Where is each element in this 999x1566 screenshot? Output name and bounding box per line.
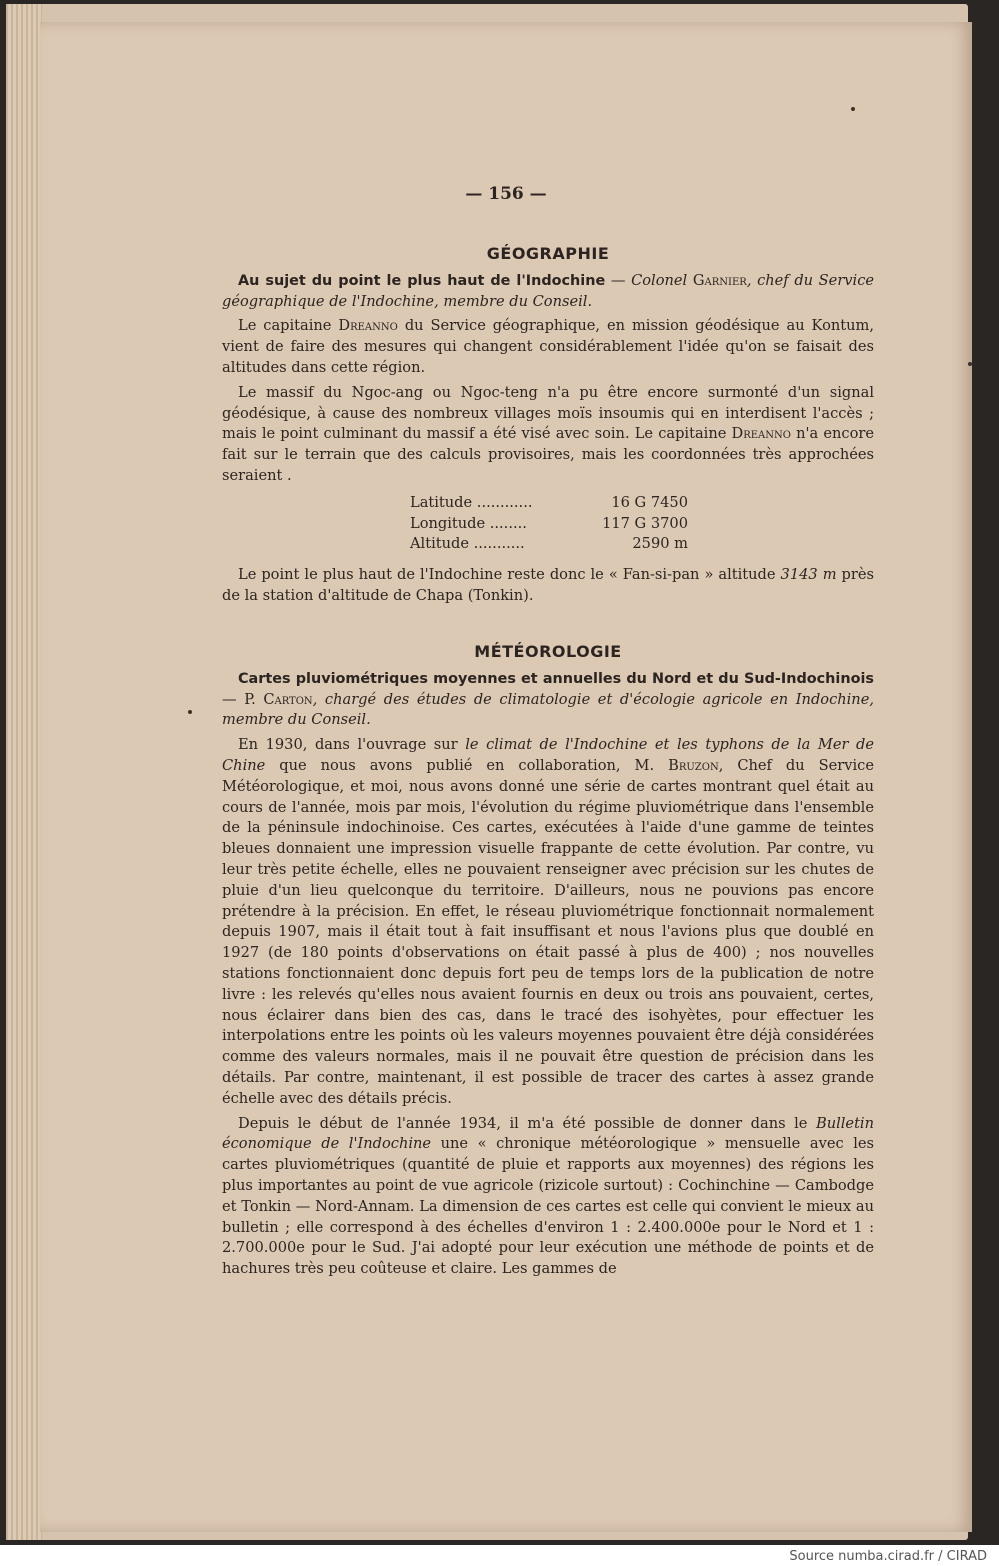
coordinate-value: 117 G 3700 [602, 514, 688, 532]
coordinate-row [410, 493, 688, 514]
text-run: Depuis le début de l'année 1934, il m'a été possible de donner dans le [238, 1114, 816, 1132]
paragraph [222, 735, 874, 1109]
paragraph [222, 1114, 874, 1280]
geography-section [222, 244, 874, 607]
person-name: Dreanno [338, 317, 398, 335]
text-run: , Chef du Service Météorologique, et moi, nous avons donné une série de cartes montrant quel était au cours de l'année, mois par mois, l'évolution du régime pluviométrique dans l'ensemble de la péninsule indochinoise. Ces cartes, exécutées à l'aide d'une gamme de teintes bleues donnaient une impression visuelle frappante de cette évolution. Par contre, vu leur très petite échelle, elles ne pouvaient renseigner avec précision sur les chutes de pluie d'un lieu quelconque du territoire. D'ailleurs, nous ne pouvions pas encore prétendre à la précision. En effet, le réseau pluviométrique fonctionnait normalement depuis 1907, mais il était tout à fait insuffisant et nous l'avions plus que doublé en 1927 (de 180 points d'observations on était passé à plus de 400) ; nos nouvelles stations fonctionnaient donc depuis fort peu de temps lors de la publication de notre livre : les relevés qu'elles nous avaient fournis en deux ou trois ans pouvaient, certes, nous éclairer dans bien des cas, dans le tracé des isohyètes, pour effectuer les interpolations entre les points où les valeurs moyennes pouvaient être déjà considérées comme des valeurs normales, mais il ne pouvait être question de précision dans les détails. Par contre, maintenant, il est possible de tracer des cartes à assez grande échelle avec des détails précis. [222, 756, 874, 1107]
book-page-stack [6, 4, 968, 1540]
person-name: Bruzon [668, 756, 719, 774]
coordinate-row [410, 514, 688, 535]
author-separator: — [605, 271, 632, 289]
speck-mark [851, 107, 855, 111]
author-role: , chef du Service géographique de l'Indochine, membre du Conseil. [222, 271, 875, 310]
text-run: du Service géographique, en mission géodésique au Kontum, vient de faire des mesures qui changent considérablement l'idée qu'on se faisait des altitudes dans cette région. [222, 317, 874, 376]
meteorology-section [222, 642, 874, 1280]
coordinate-value: 2590 m [632, 535, 688, 553]
book-title: le climat de l'Indochine et les typhons de la Mer de Chine [222, 736, 874, 774]
coordinate-row [410, 534, 688, 555]
paragraph [222, 316, 874, 378]
article-title-text: Cartes pluviométriques moyennes et annuelles du Nord et du Sud-Indochinois [238, 670, 874, 687]
text-run: En 1930, dans l'ouvrage sur [238, 736, 466, 754]
text-run: Le capitaine [238, 317, 339, 335]
article-title-text: Au sujet du point le plus haut de l'Indochine [238, 272, 606, 289]
author-separator: — [222, 690, 245, 708]
coordinate-value: 16 G 7450 [611, 493, 688, 511]
journal-title: Bulletin économique de l'Indochine [222, 1114, 874, 1153]
geography-heading: GÉOGRAPHIE [486, 244, 610, 263]
coordinate-label: Latitude ............ [410, 493, 533, 511]
author-intro: P. [244, 690, 264, 708]
coordinate-label: Altitude ........... [410, 535, 525, 553]
speck-mark [188, 710, 192, 714]
coordinates-table [410, 493, 688, 555]
paragraph [222, 565, 874, 607]
author-intro: Colonel [631, 271, 693, 289]
meteorology-heading: MÉTÉOROLOGIE [474, 642, 622, 661]
text-run: une « chronique météorologique » mensuelle avec les cartes pluviométriques (quantité de pluie et rapports aux moyennes) des régions les plus importantes au point de vue agricole (rizicole surtout) : Cochinchine — Cambodge et Tonkin — Nord-Annam. La dimension de ces cartes est celle qui convient le mieux au bulletin ; elle correspond à des échelles d'environ 1 : 2.400.000e pour le Nord et 1 : 2.700.000e pour le Sud. J'ai adopté pour leur exécution une méthode de points et de hachures très peu coûteuse et claire. Les gammes de [222, 1135, 875, 1278]
book-page [40, 22, 972, 1532]
text-run: n'a encore fait sur le terrain que des calculs provisoires, mais les coordonnées très approchées seraient . [222, 425, 874, 484]
text-run: que nous avons publié en collaboration, M. [265, 756, 669, 774]
coordinate-label: Longitude ........ [410, 514, 527, 532]
page-number: — 156 — [465, 184, 547, 204]
text-run: près de la station d'altitude de Chapa (Tonkin). [222, 566, 874, 604]
paragraph [222, 383, 874, 487]
person-name: Dreanno [731, 425, 791, 443]
author-role: , chargé des études de climatologie et d'écologie agricole en Indochine, membre du Conseil. [222, 690, 874, 729]
author-name: Garnier [692, 271, 747, 289]
geography-article-title [222, 271, 874, 313]
altitude-value: 3143 m [780, 566, 837, 584]
speck-mark [968, 362, 972, 366]
author-name: Carton [263, 690, 313, 708]
text-run: Le massif du Ngoc-ang ou Ngoc-teng n'a pu être encore surmonté d'un signal géodésique, à cause des nombreux villages moïs insoumis qui en interdisent l'accès ; mais le point culminant du massif a été visé avec soin. Le capitaine [222, 383, 874, 443]
source-credit: Source numba.cirad.fr / CIRAD [789, 1549, 987, 1564]
text-run: Le point le plus haut de l'Indochine reste donc le « Fan-si-pan » altitude [238, 566, 781, 584]
meteorology-article-title [222, 669, 874, 731]
